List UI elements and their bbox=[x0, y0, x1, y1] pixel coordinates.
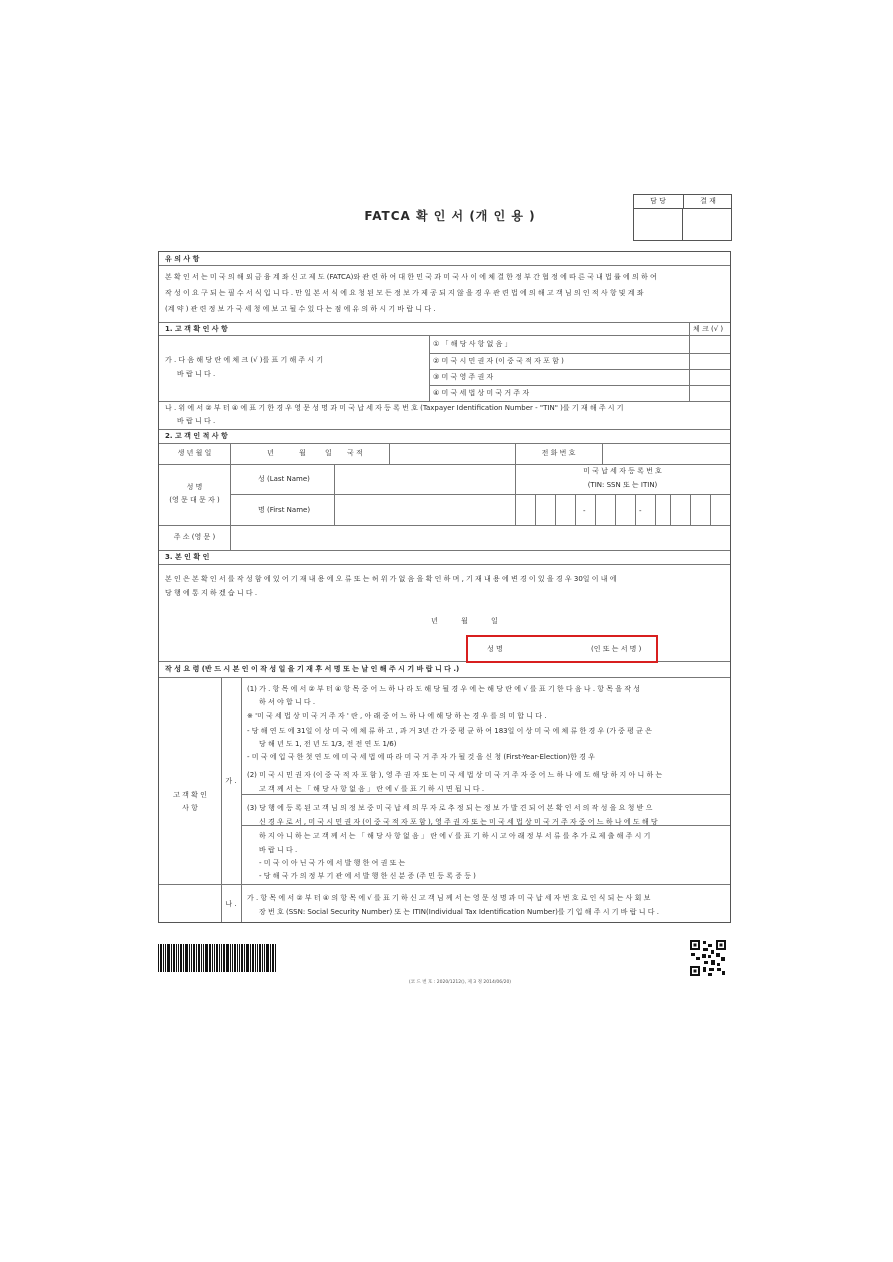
section1-instruction-b1: 나 . 위 에 서 ② 부 터 ④ 에 표 기 한 경 우 영 문 성 명 과 미 국 납 세 자 등 록 번 호 (Taxpayer Identification Number - "TIN" )를 기 재 해 주 시 기 bbox=[165, 404, 624, 412]
barcode-bar bbox=[272, 944, 274, 972]
barcode-bar bbox=[180, 944, 182, 972]
guide-p1-line-6: - 미 국 에 입 국 한 첫 연 도 에 미 국 세 법 에 따 라 미 국 거 주 자 가 될 것 을 신 청 (First-Year-Election)한 경 우 bbox=[247, 753, 595, 761]
guide-p3-line-3: 하 지 아 니 하 는 고 객 께 서 는 「 해 당 사 항 없 음 」 란 에 √ 를 표 기 하 시 고 아 래 정 부 서 류 를 추 가 로 제 출 해 주 시 기 bbox=[259, 832, 651, 840]
address-label: 주 소 (영 문 ) bbox=[173, 533, 216, 541]
sign-day-label: 일 bbox=[491, 617, 498, 625]
barcode-bar bbox=[223, 944, 225, 972]
sign-name-label: 성 명 bbox=[487, 645, 503, 653]
tin-dash-2: - bbox=[639, 507, 642, 515]
section2-header: 2. 고 객 인 적 사 항 bbox=[165, 432, 228, 440]
barcode-bar bbox=[173, 944, 175, 972]
guide-p3-line-1: (3) 당 행 에 등 록 된 고 객 님 의 정 보 중 미 국 납 세 의 무 자 로 추 정 되 는 정 보 가 발 견 되 어 본 확 인 서 의 작 성 을 요 청 받 으 bbox=[247, 804, 653, 812]
guide-p1-line-3: ※ '미 국 세 법 상 미 국 거 주 자 ' 란 , 아 래 중 어 느 하 나 에 해 당 하 는 경 우 를 의 미 합 니 다 . bbox=[247, 712, 547, 720]
checkbox-us-citizen[interactable] bbox=[691, 354, 729, 369]
first-name-field[interactable] bbox=[336, 496, 513, 523]
sign-year-label: 년 bbox=[431, 617, 438, 625]
barcode-bar bbox=[264, 944, 265, 972]
guide-na-line-1: 가 . 항 목 에 서 ② 부 터 ④ 의 항 목 에 √ 를 표 기 하 신 고 객 님 께 서 는 영 문 성 명 과 미 국 납 세 자 번 호 로 인 식 되 는 사 회 보 bbox=[247, 894, 651, 902]
last-name-label: 성 (Last Name) bbox=[258, 475, 310, 483]
checkbox-no-applicable[interactable] bbox=[691, 337, 729, 352]
barcode-bar bbox=[171, 944, 172, 972]
approval-box bbox=[633, 194, 732, 241]
barcode-bar bbox=[230, 944, 231, 972]
guide-side-label-2: 사 항 bbox=[182, 804, 198, 812]
birth-year-label: 년 bbox=[267, 449, 274, 457]
barcode-bar bbox=[259, 944, 261, 972]
barcode-bar bbox=[203, 944, 204, 972]
barcode-bar bbox=[270, 944, 271, 972]
barcode-image bbox=[158, 944, 290, 972]
section1-instruction-b2: 바 랍 니 다 . bbox=[177, 417, 216, 425]
barcode-bar bbox=[241, 944, 243, 972]
birth-month-label: 월 bbox=[299, 449, 306, 457]
approval-sign-label: 결 재 bbox=[683, 195, 732, 209]
barcode-bar bbox=[212, 944, 213, 972]
guide-p3-line-2: 신 경 우 로 서 , 미 국 시 민 권 자 (이 중 국 적 자 포 함 ), 영 주 권 자 또 는 미 국 세 법 상 미 국 거 주 자 중 어 느 하 나 에 도 해 당 bbox=[259, 818, 658, 826]
barcode-bar bbox=[255, 944, 256, 972]
checkbox-us-tax-resident[interactable] bbox=[691, 386, 729, 401]
notice-line-3: (계 약 ) 관 련 정 보 가 국 세 청 에 보 고 될 수 있 다 는 점 에 유 의 하 시 기 바 랍 니 다 . bbox=[165, 305, 436, 313]
barcode-bar bbox=[193, 944, 195, 972]
guide-side-label-1: 고 객 확 인 bbox=[173, 791, 207, 799]
barcode-bar bbox=[163, 944, 164, 972]
barcode-bar bbox=[167, 944, 170, 972]
barcode-bar bbox=[219, 944, 220, 972]
barcode-bar bbox=[201, 944, 202, 972]
barcode-bar bbox=[205, 944, 208, 972]
notice-line-2: 작 성 이 요 구 되 는 필 수 서 식 입 니 다 . 만 일 본 서 식 에 요 청 된 모 든 정 보 가 제 공 되 지 않 을 경 우 관 련 법 에 의 해 고 객 님 의 인 적 사 항 및 계 좌 bbox=[165, 289, 644, 297]
sign-month-label: 월 bbox=[461, 617, 468, 625]
barcode-bar bbox=[239, 944, 240, 972]
signature-field[interactable] bbox=[466, 635, 658, 663]
section3-line-2: 당 행 에 통 지 하 겠 습 니 다 . bbox=[165, 589, 258, 597]
section3-header: 3. 본 인 확 인 bbox=[165, 553, 210, 561]
guide-header: 작 성 요 령 (반 드 시 본 인 이 작 성 일 을 기 재 후 서 명 또 는 날 인 해 주 시 기 바 랍 니 다 .) bbox=[165, 665, 460, 673]
barcode-bar bbox=[214, 944, 215, 972]
barcode-bar bbox=[232, 944, 233, 972]
footer-code: (코 드 번 호 : 2020/1212(), 제 3 정 2014/06/20) bbox=[408, 980, 512, 985]
guide-ga-label: 가 . bbox=[225, 777, 237, 785]
notice-line-1: 본 확 인 서 는 미 국 의 해 외 금 융 계 좌 신 고 제 도 (FATCA)와 관 련 하 여 대 한 민 국 과 미 국 사 이 에 체 결 한 정 부 간 협 정 에 따 른 국 내 법 률 에 의 하 여 bbox=[165, 273, 657, 281]
barcode-bar bbox=[257, 944, 258, 972]
barcode-bar bbox=[252, 944, 254, 972]
tin-label: 미 국 납 세 자 등 록 번 호 bbox=[583, 467, 662, 475]
barcode-bar bbox=[176, 944, 177, 972]
approval-staff-label: 담 당 bbox=[634, 195, 682, 209]
nationality-field[interactable] bbox=[391, 445, 513, 462]
barcode-bar bbox=[275, 944, 276, 972]
barcode-bar bbox=[246, 944, 249, 972]
barcode-bar bbox=[244, 944, 245, 972]
section1-instruction-a1: 가 . 다 음 해 당 란 에 체 크 (√ )를 표 기 해 주 시 기 bbox=[165, 356, 324, 364]
barcode-bar bbox=[183, 944, 184, 972]
barcode-bar bbox=[234, 944, 236, 972]
barcode-bar bbox=[165, 944, 166, 972]
section1-instruction-a2: 바 랍 니 다 . bbox=[177, 370, 216, 378]
barcode-bar bbox=[250, 944, 251, 972]
guide-p3-line-5: - 미 국 이 아 닌 국 가 에 서 발 행 한 여 권 또 는 bbox=[259, 859, 406, 867]
section3-line-1: 본 인 은 본 확 인 서 를 작 성 함 에 있 어 기 재 내 용 에 오 류 또 는 허 위 가 없 음 을 확 인 하 며 , 기 재 내 용 에 변 경 이 있 을 경 우 30일 이 내 에 bbox=[165, 575, 617, 583]
guide-p3-line-6: - 당 해 국 가 의 정 부 기 관 에 서 발 행 한 신 분 증 (주 민 등 록 증 등 ) bbox=[259, 872, 476, 880]
barcode-bar bbox=[221, 944, 222, 972]
birth-day-label: 일 bbox=[325, 449, 332, 457]
barcode-bar bbox=[226, 944, 229, 972]
barcode-bar bbox=[198, 944, 200, 972]
sign-hint: (인 또 는 서 명 ) bbox=[591, 645, 642, 653]
birth-date-label: 생 년 월 일 bbox=[177, 449, 212, 457]
option-us-tax-resident: ④ 미 국 세 법 상 미 국 거 주 자 bbox=[433, 389, 530, 397]
notice-header: 유 의 사 항 bbox=[165, 255, 200, 263]
fatca-form bbox=[158, 251, 731, 923]
guide-p1-line-4: - 당 해 연 도 에 31일 이 상 미 국 에 체 류 하 고 , 과 거 3년 간 가 중 평 균 하 여 183일 이 상 미 국 에 체 류 한 경 우 (가 중 평 균 은 bbox=[247, 727, 652, 735]
guide-p1-line-1: (1) 가 . 항 목 에 서 ② 부 터 ④ 항 목 중 어 느 하 나 라 도 해 당 될 경 우 에 는 해 당 란 에 √ 를 표 기 한 다 음 나 . 항 목 을 작 성 bbox=[247, 685, 640, 693]
guide-p1-line-5: 당 해 년 도 1, 전 년 도 1/3, 전 전 연 도 1/6) bbox=[259, 740, 397, 748]
barcode-bar bbox=[216, 944, 218, 972]
guide-p2-line-1: (2) 미 국 시 민 권 자 (이 중 국 적 자 포 함 ), 영 주 권 자 또 는 미 국 세 법 상 미 국 거 주 자 중 어 느 하 나 에 도 해 당 하 지 아 니 하 는 bbox=[247, 771, 663, 779]
option-us-permanent-resident: ③ 미 국 영 주 권 자 bbox=[433, 373, 494, 381]
guide-p2-line-2: 고 객 께 서 는 「 해 당 사 항 없 음 」 란 에 √ 를 표 기 하 시 면 됩 니 다 . bbox=[259, 785, 485, 793]
phone-field[interactable] bbox=[604, 445, 728, 462]
section1-header: 1. 고 객 확 인 사 항 bbox=[165, 325, 228, 333]
guide-na-label: 나 . bbox=[225, 900, 237, 908]
check-header: 체 크 (√ ) bbox=[693, 325, 724, 333]
name-label: 성 명 bbox=[186, 483, 203, 491]
guide-p3-line-4: 바 랍 니 다 . bbox=[259, 846, 298, 854]
nationality-label: 국 적 bbox=[347, 449, 363, 457]
first-name-label: 명 (First Name) bbox=[258, 506, 311, 514]
checkbox-us-permanent-resident[interactable] bbox=[691, 370, 729, 385]
guide-p1-line-2: 하 셔 야 합 니 다 . bbox=[259, 698, 316, 706]
option-no-applicable: ① 「 해 당 사 항 없 음 」 bbox=[433, 340, 512, 348]
tin-label-sub: (TIN: SSN 또 는 ITIN) bbox=[587, 481, 658, 489]
guide-na-line-2: 장 번 호 (SSN: Social Security Number) 또 는 ITIN(Individual Tax Identification Number)를 기 입 해 주 시 기 바 랍 니 다 . bbox=[259, 908, 659, 916]
last-name-field[interactable] bbox=[336, 466, 513, 492]
barcode-bar bbox=[178, 944, 179, 972]
barcode-bar bbox=[191, 944, 192, 972]
page-title: FATCA 확 인 서 (개 인 용 ) bbox=[364, 209, 536, 223]
tin-dash-1: - bbox=[583, 507, 586, 515]
address-field[interactable] bbox=[232, 527, 728, 548]
barcode-bar bbox=[196, 944, 197, 972]
option-us-citizen: ② 미 국 시 민 권 자 (이 중 국 적 자 포 함 ) bbox=[433, 357, 564, 365]
phone-label: 전 화 번 호 bbox=[541, 449, 576, 457]
qr-code-image bbox=[690, 940, 726, 976]
barcode-bar bbox=[189, 944, 190, 972]
tin-field[interactable] bbox=[517, 496, 728, 523]
barcode-bar bbox=[185, 944, 188, 972]
barcode-bar bbox=[160, 944, 162, 972]
barcode-bar bbox=[209, 944, 211, 972]
barcode-bar bbox=[262, 944, 263, 972]
barcode-bar bbox=[266, 944, 269, 972]
barcode-bar bbox=[158, 944, 159, 972]
barcode-bar bbox=[237, 944, 238, 972]
name-label-english: (영 문 대 문 자 ) bbox=[169, 496, 220, 504]
